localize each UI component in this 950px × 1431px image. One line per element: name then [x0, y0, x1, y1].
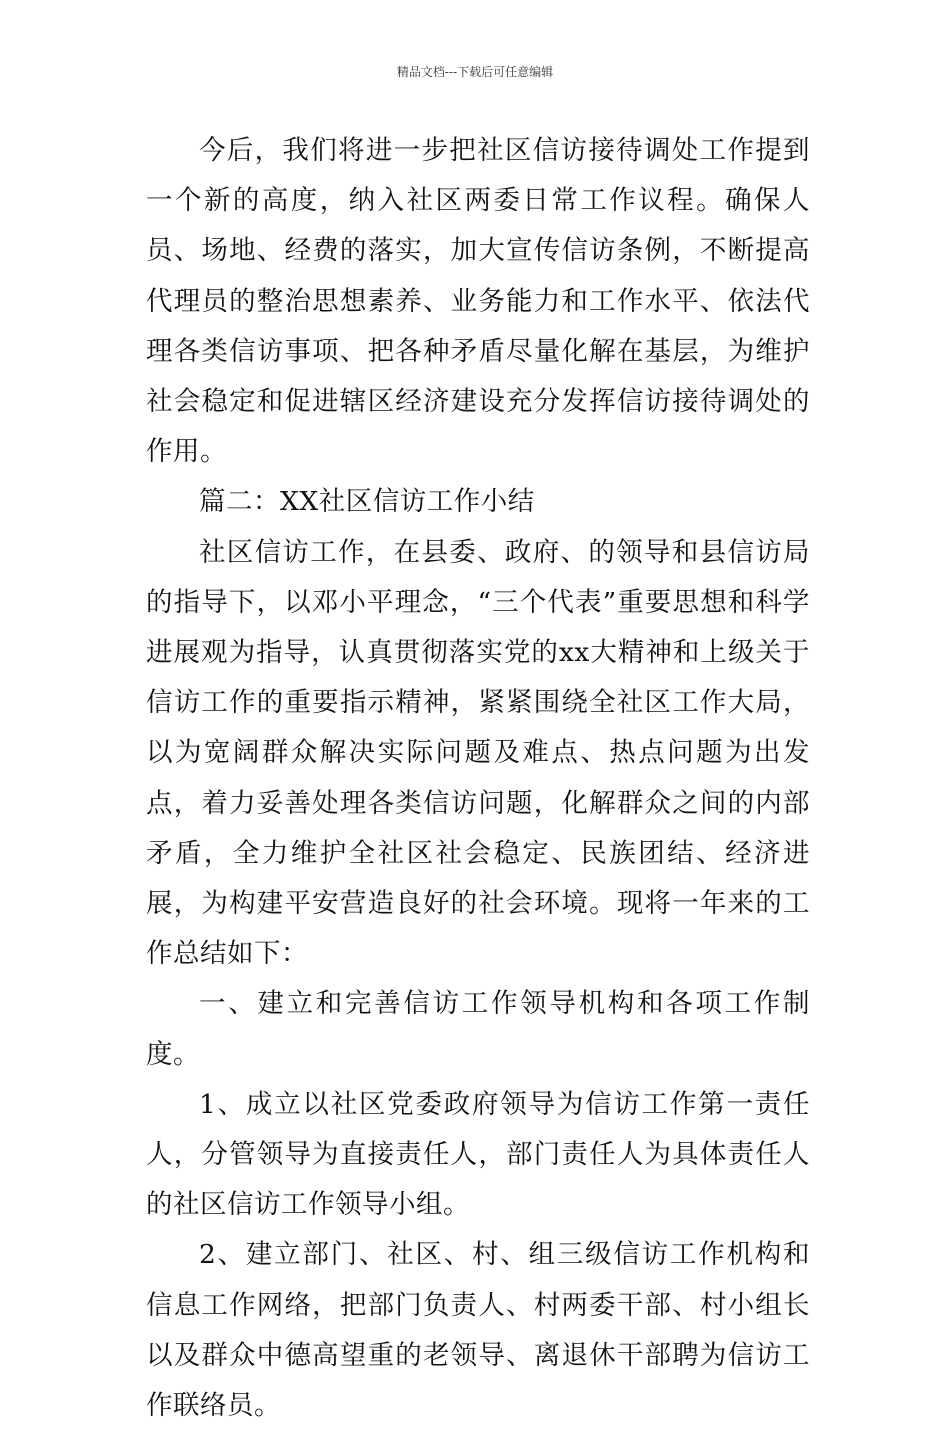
paragraph-closing-plan: 今后，我们将进一步把社区信访接待调处工作提到一个新的高度，纳入社区两委日常工作议程。确保人员、场地、经费的落实，加大宣传信访条例，不断提高代理员的整治思想素养、业务能力和工作水平、依法代理各类信访事项、把各种矛盾尽量化解在基层，为维护社会稳定和促进辖区经济建设充分发挥信访接待调处的作用。	[146, 135, 810, 468]
document-body	[146, 126, 810, 1431]
paragraph-intro: 社区信访工作，在县委、政府、的领导和县信访局的指导下，以邓小平理念，“三个代表”重要思想和科学进展观为指导，认真贯彻落实党的xx大精神和上级关于信访工作的重要指示精神，紧紧围绕全社区工作大局，以为宽阔群众解决实际问题及难点、热点问题为出发点，着力妥善处理各类信访问题，化解群众之间的内部矛盾，全力维护全社区社会稳定、民族团结、经济进展，为构建平安营造良好的社会环境。现将一年来的工作总结如下：	[146, 536, 810, 970]
section-title-part-two: 篇二：XX社区信访工作小结	[199, 486, 535, 518]
paragraph-item-1: 1、成立以社区党委政府领导为信访工作第一责任人，分管领导为直接责任人，部门责任人为具体责任人的社区信访工作领导小组。	[146, 1088, 810, 1221]
heading-item-one: 一、建立和完善信访工作领导机构和各项工作制度。	[146, 988, 810, 1070]
paragraph-item-2: 2、建立部门、社区、村、组三级信访工作机构和信息工作网络，把部门负责人、村两委干部、村小组长以及群众中德高望重的老领导、离退休干部聘为信访工作联络员。	[146, 1239, 810, 1422]
page-header: 精品文档---下载后可任意编辑	[396, 65, 554, 79]
